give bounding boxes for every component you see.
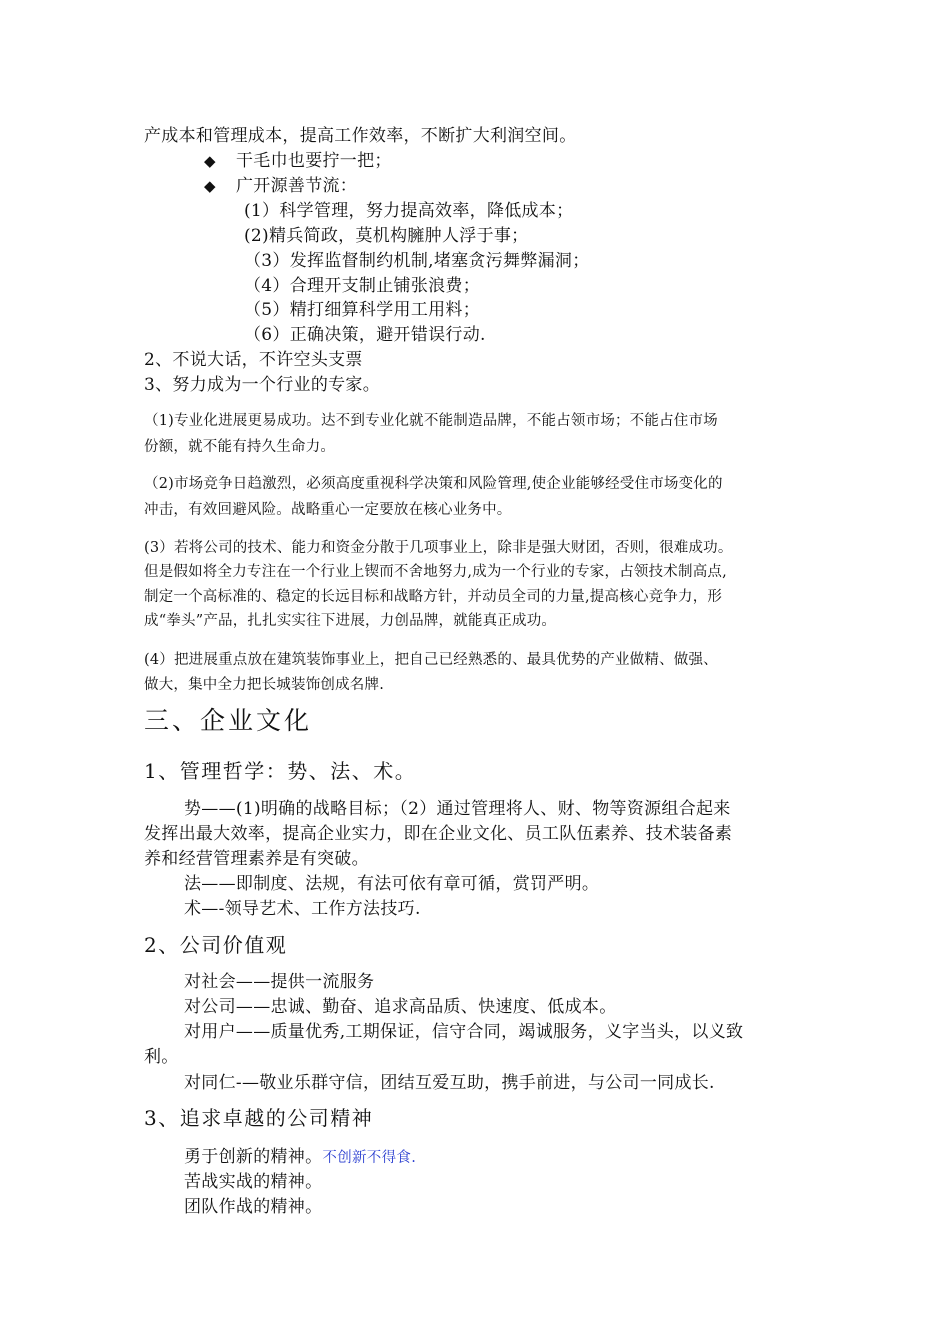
spirit-text: 勇于创新的精神。 — [184, 1147, 323, 1167]
paragraph-line — [184, 1145, 416, 1170]
bullet-item: 干毛巾也要拧一把； — [236, 151, 392, 171]
paragraph-line: 做大，集中全力把长城装饰创成名牌. — [144, 677, 385, 693]
paragraph-line: 对社会——提供一流服务 — [184, 972, 375, 992]
paragraph-line: 对同仁-—敬业乐群守信，团结互爱互助，携手前进，与公司一同成长. — [184, 1073, 715, 1093]
paragraph-line: 成“拳头”产品，扎扎实实往下进展，力创品牌，就能真正成功。 — [144, 613, 557, 629]
sub-item: （3）发挥监督制约机制,堵塞贪污舞弊漏洞； — [244, 251, 590, 271]
subsection-heading: 1、管理哲学：势、法、术。 — [144, 759, 417, 783]
paragraph-line: (3）若将公司的技术、能力和资金分散于几项事业上，除非是强大财团，否则，很难成功。 — [144, 540, 733, 556]
paragraph-line: 冲击，有效回避风险。战略重心一定要放在核心业务中。 — [144, 502, 512, 518]
sub-item: (1）科学管理，努力提高效率，降低成本； — [244, 201, 574, 221]
paragraph-line: 法——即制度、法规，有法可依有章可循，赏罚严明。 — [184, 874, 600, 894]
paragraph-line: (4）把进展重点放在建筑装饰事业上，把自己已经熟悉的、最具优势的产业做精、做强、 — [144, 652, 718, 668]
paragraph-line: 团队作战的精神。 — [184, 1197, 323, 1217]
paragraph-line: 术—-领导艺术、工作方法技巧. — [184, 899, 421, 919]
paragraph-line: 但是假如将全力专注在一个行业上锲而不舍地努力,成为一个行业的专家，占领技术制高点, — [144, 564, 727, 580]
paragraph-line: 发挥出最大效率，提高企业实力，即在企业文化、员工队伍素养、技术装备素 — [144, 824, 733, 844]
diamond-bullet-icon: ◆ — [204, 152, 216, 170]
paragraph-line: 对公司——忠诚、勤奋、追求高品质、快速度、低成本。 — [184, 997, 617, 1017]
bullet-item: 广开源善节流： — [236, 176, 358, 196]
diamond-bullet-icon: ◆ — [204, 177, 216, 195]
section-heading: 三、企业文化 — [144, 706, 313, 735]
sub-item: （5）精打细算科学用工用料； — [244, 300, 481, 320]
paragraph-line: 份额，就不能有持久生命力。 — [144, 439, 336, 455]
subsection-heading: 3、追求卓越的公司精神 — [144, 1106, 374, 1130]
paragraph-line: 苦战实战的精神。 — [184, 1172, 323, 1192]
paragraph-line: 产成本和管理成本，提高工作效率，不断扩大利润空间。 — [144, 126, 577, 146]
paragraph-line: 养和经营管理素养是有突破。 — [144, 849, 369, 869]
paragraph-line: （1)专业化进展更易成功。达不到专业化就不能制造品牌，不能占领市场；不能占住市场 — [144, 413, 718, 429]
paragraph-line: （2)市场竞争日趋激烈，必须高度重视科学决策和风险管理,使企业能够经受住市场变化的 — [144, 476, 723, 492]
subsection-heading: 2、公司价值观 — [144, 933, 288, 957]
paragraph-line: 利。 — [144, 1047, 179, 1067]
paragraph-line: 对用户——质量优秀,工期保证，信守合同，竭诚服务，义字当头，以义致 — [184, 1022, 744, 1042]
spirit-note: 不创新不得食. — [322, 1150, 417, 1166]
sub-item: (2)精兵简政，莫机构臃肿人浮于事； — [244, 226, 529, 246]
paragraph-line: 制定一个高标准的、稳定的长远目标和战略方针，并动员全司的力量,提高核心竞争力，形 — [144, 589, 723, 605]
paragraph-line: 势——(1)明确的战略目标；（2）通过管理将人、财、物等资源组合起来 — [184, 799, 731, 819]
sub-item: （6）正确决策，避开错误行动. — [244, 325, 486, 345]
numbered-point: 3、努力成为一个行业的专家。 — [144, 375, 381, 395]
sub-item: （4）合理开支制止铺张浪费； — [244, 276, 481, 296]
numbered-point: 2、不说大话，不许空头支票 — [144, 350, 363, 370]
